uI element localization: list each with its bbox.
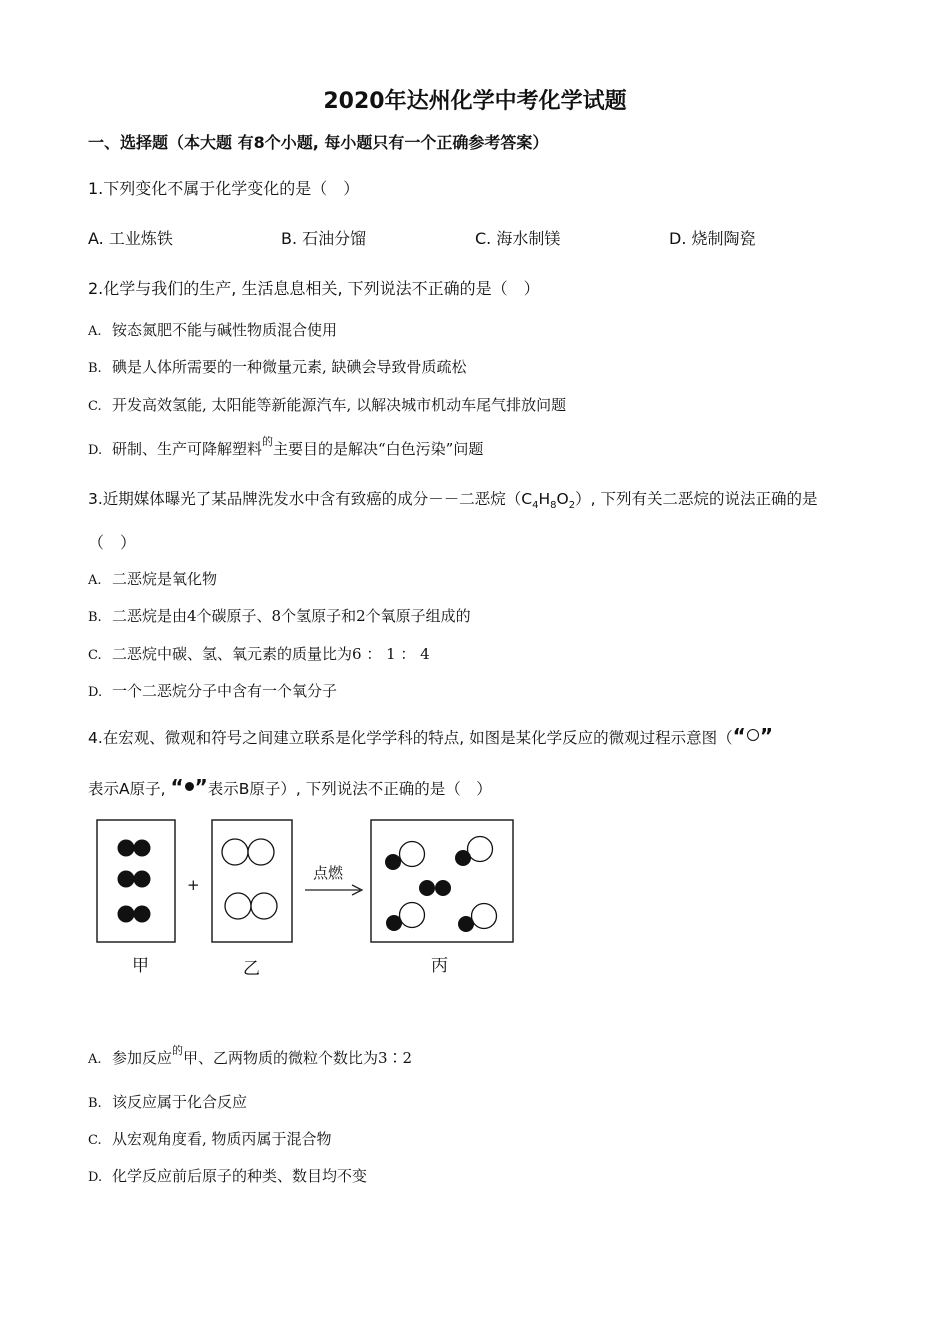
question-1-option-d: D. 烧制陶瓷 — [669, 229, 756, 248]
option-letter: B. — [88, 610, 102, 625]
question-4-option-c — [88, 1128, 332, 1149]
filled-circle-atom-icon — [185, 782, 194, 791]
a-atom — [400, 842, 425, 867]
question-1-option-c: C. 海水制镁 — [475, 229, 561, 248]
option-letter: D. — [88, 685, 103, 700]
a-atom — [225, 893, 251, 919]
b-atom — [118, 906, 135, 923]
option-letter: C. — [88, 648, 102, 663]
option-letter: C. — [88, 1133, 102, 1148]
b-atom — [118, 840, 135, 857]
a-atom — [468, 837, 493, 862]
b-atom — [458, 916, 474, 932]
stem-text: ）, 下列有关二恶烷的说法正确的是 — [575, 490, 818, 508]
option-text: 二恶烷是氧化物 — [112, 570, 218, 588]
label-bing: 丙 — [431, 956, 448, 976]
question-2-option-d — [88, 435, 484, 459]
question-4-option-b — [88, 1091, 247, 1112]
question-3-option-b — [88, 605, 471, 626]
option-text: 从宏观角度看, 物质丙属于混合物 — [112, 1130, 332, 1148]
label-yi: 乙 — [243, 959, 260, 979]
open-circle-atom-icon — [747, 729, 759, 741]
option-text: 二恶烷中碳、氢、氧元素的质量比为6 ： 1 ： 4 — [112, 645, 430, 663]
question-3-option-d — [88, 680, 337, 701]
question-4-stem-line1 — [88, 724, 773, 748]
option-text-post: 主要目的是解决“白色污染”问题 — [273, 440, 484, 458]
option-text: 开发高效氢能, 太阳能等新能源汽车, 以解决城市机动车尾气排放问题 — [112, 396, 567, 414]
question-2-stem: 2.化学与我们的生产, 生活息息相关, 下列说法不正确的是（ ） — [88, 279, 540, 298]
superscript-de: 的 — [262, 435, 274, 448]
a-atom — [472, 904, 497, 929]
subscript: 8 — [550, 500, 557, 511]
subscript: 2 — [568, 500, 576, 511]
open-quote: “ — [170, 775, 184, 799]
close-quote: ” — [759, 724, 773, 748]
close-quote: ” — [194, 775, 208, 799]
b-atom — [435, 880, 451, 896]
question-3-option-c — [88, 643, 430, 664]
question-2-option-b — [88, 356, 467, 377]
question-4-option-d — [88, 1165, 367, 1186]
jia-molecules — [118, 840, 151, 923]
option-letter: D. — [88, 1170, 103, 1185]
open-quote: “ — [732, 724, 746, 748]
option-text: 一个二恶烷分子中含有一个氧分子 — [112, 682, 338, 700]
option-letter: A. — [88, 1052, 102, 1067]
option-letter: C. — [88, 399, 102, 414]
question-1-option-b: B. 石油分馏 — [281, 229, 367, 248]
a-atom — [222, 839, 248, 865]
question-4-option-a — [88, 1044, 413, 1068]
option-text: 二恶烷是由4个碳原子、8个氢原子和2个氧原子组成的 — [112, 607, 471, 625]
b-atom — [134, 906, 151, 923]
option-text: 化学反应前后原子的种类、数目均不变 — [112, 1167, 368, 1185]
b-atom — [385, 854, 401, 870]
option-text: 铵态氮肥不能与碱性物质混合使用 — [112, 321, 338, 339]
a-atom — [400, 903, 425, 928]
yi-molecules — [222, 839, 277, 919]
formula-o: O — [556, 490, 569, 508]
question-3-stem — [88, 487, 817, 509]
question-2-option-c — [88, 394, 566, 415]
stem-text: 表示A原子, — [88, 780, 171, 798]
box-yi — [212, 820, 292, 942]
b-atom — [455, 850, 471, 866]
option-text-pre: 研制、生产可降解塑料 — [112, 440, 263, 458]
question-1-stem: 1.下列变化不属于化学变化的是（ ） — [88, 179, 360, 198]
option-letter: A. — [88, 573, 102, 588]
question-3-blank: （ ） — [88, 533, 137, 552]
formula-h: H — [538, 490, 551, 508]
option-text-post: 甲、乙两物质的微粒个数比为3∶2 — [183, 1049, 413, 1067]
section-heading: 一、选择题（本大题 有8个小题, 每小题只有一个正确参考答案） — [88, 133, 549, 152]
subscript: 4 — [532, 500, 539, 511]
option-text: 碘是人体所需要的一种微量元素, 缺碘会导致骨质疏松 — [112, 358, 467, 376]
a-atom — [251, 893, 277, 919]
question-1-option-a: A. 工业炼铁 — [88, 229, 173, 248]
b-atom — [134, 871, 151, 888]
reaction-diagram — [92, 816, 522, 951]
option-letter: D. — [88, 443, 103, 458]
page-title: 2020年达州化学中考化学试题 — [323, 89, 627, 114]
option-letter: B. — [88, 1096, 102, 1111]
bing-molecules — [385, 837, 497, 933]
label-jia: 甲 — [132, 956, 149, 976]
arrow-label-ignite: 点燃 — [313, 864, 344, 882]
a-atom — [248, 839, 274, 865]
b-atom — [134, 840, 151, 857]
option-text: 该反应属于化合反应 — [112, 1093, 248, 1111]
plus-sign: + — [187, 876, 200, 894]
question-3-option-a — [88, 568, 217, 589]
stem-text: 表示B原子）, 下列说法不正确的是（ ） — [207, 780, 492, 798]
stem-text: 4.在宏观、微观和符号之间建立联系是化学学科的特点, 如图是某化学反应的微观过程示意图（ — [88, 729, 733, 747]
option-letter: B. — [88, 361, 102, 376]
superscript-de: 的 — [172, 1044, 184, 1057]
b-atom — [419, 880, 435, 896]
option-letter: A. — [88, 324, 102, 339]
question-4-stem-line2 — [88, 775, 492, 799]
question-2-option-a — [88, 319, 337, 340]
option-text-pre: 参加反应 — [112, 1049, 173, 1067]
stem-text: 3.近期媒体曝光了某品牌洗发水中含有致癌的成分－－二恶烷（C — [88, 490, 533, 508]
b-atom — [118, 871, 135, 888]
b-atom — [386, 915, 402, 931]
